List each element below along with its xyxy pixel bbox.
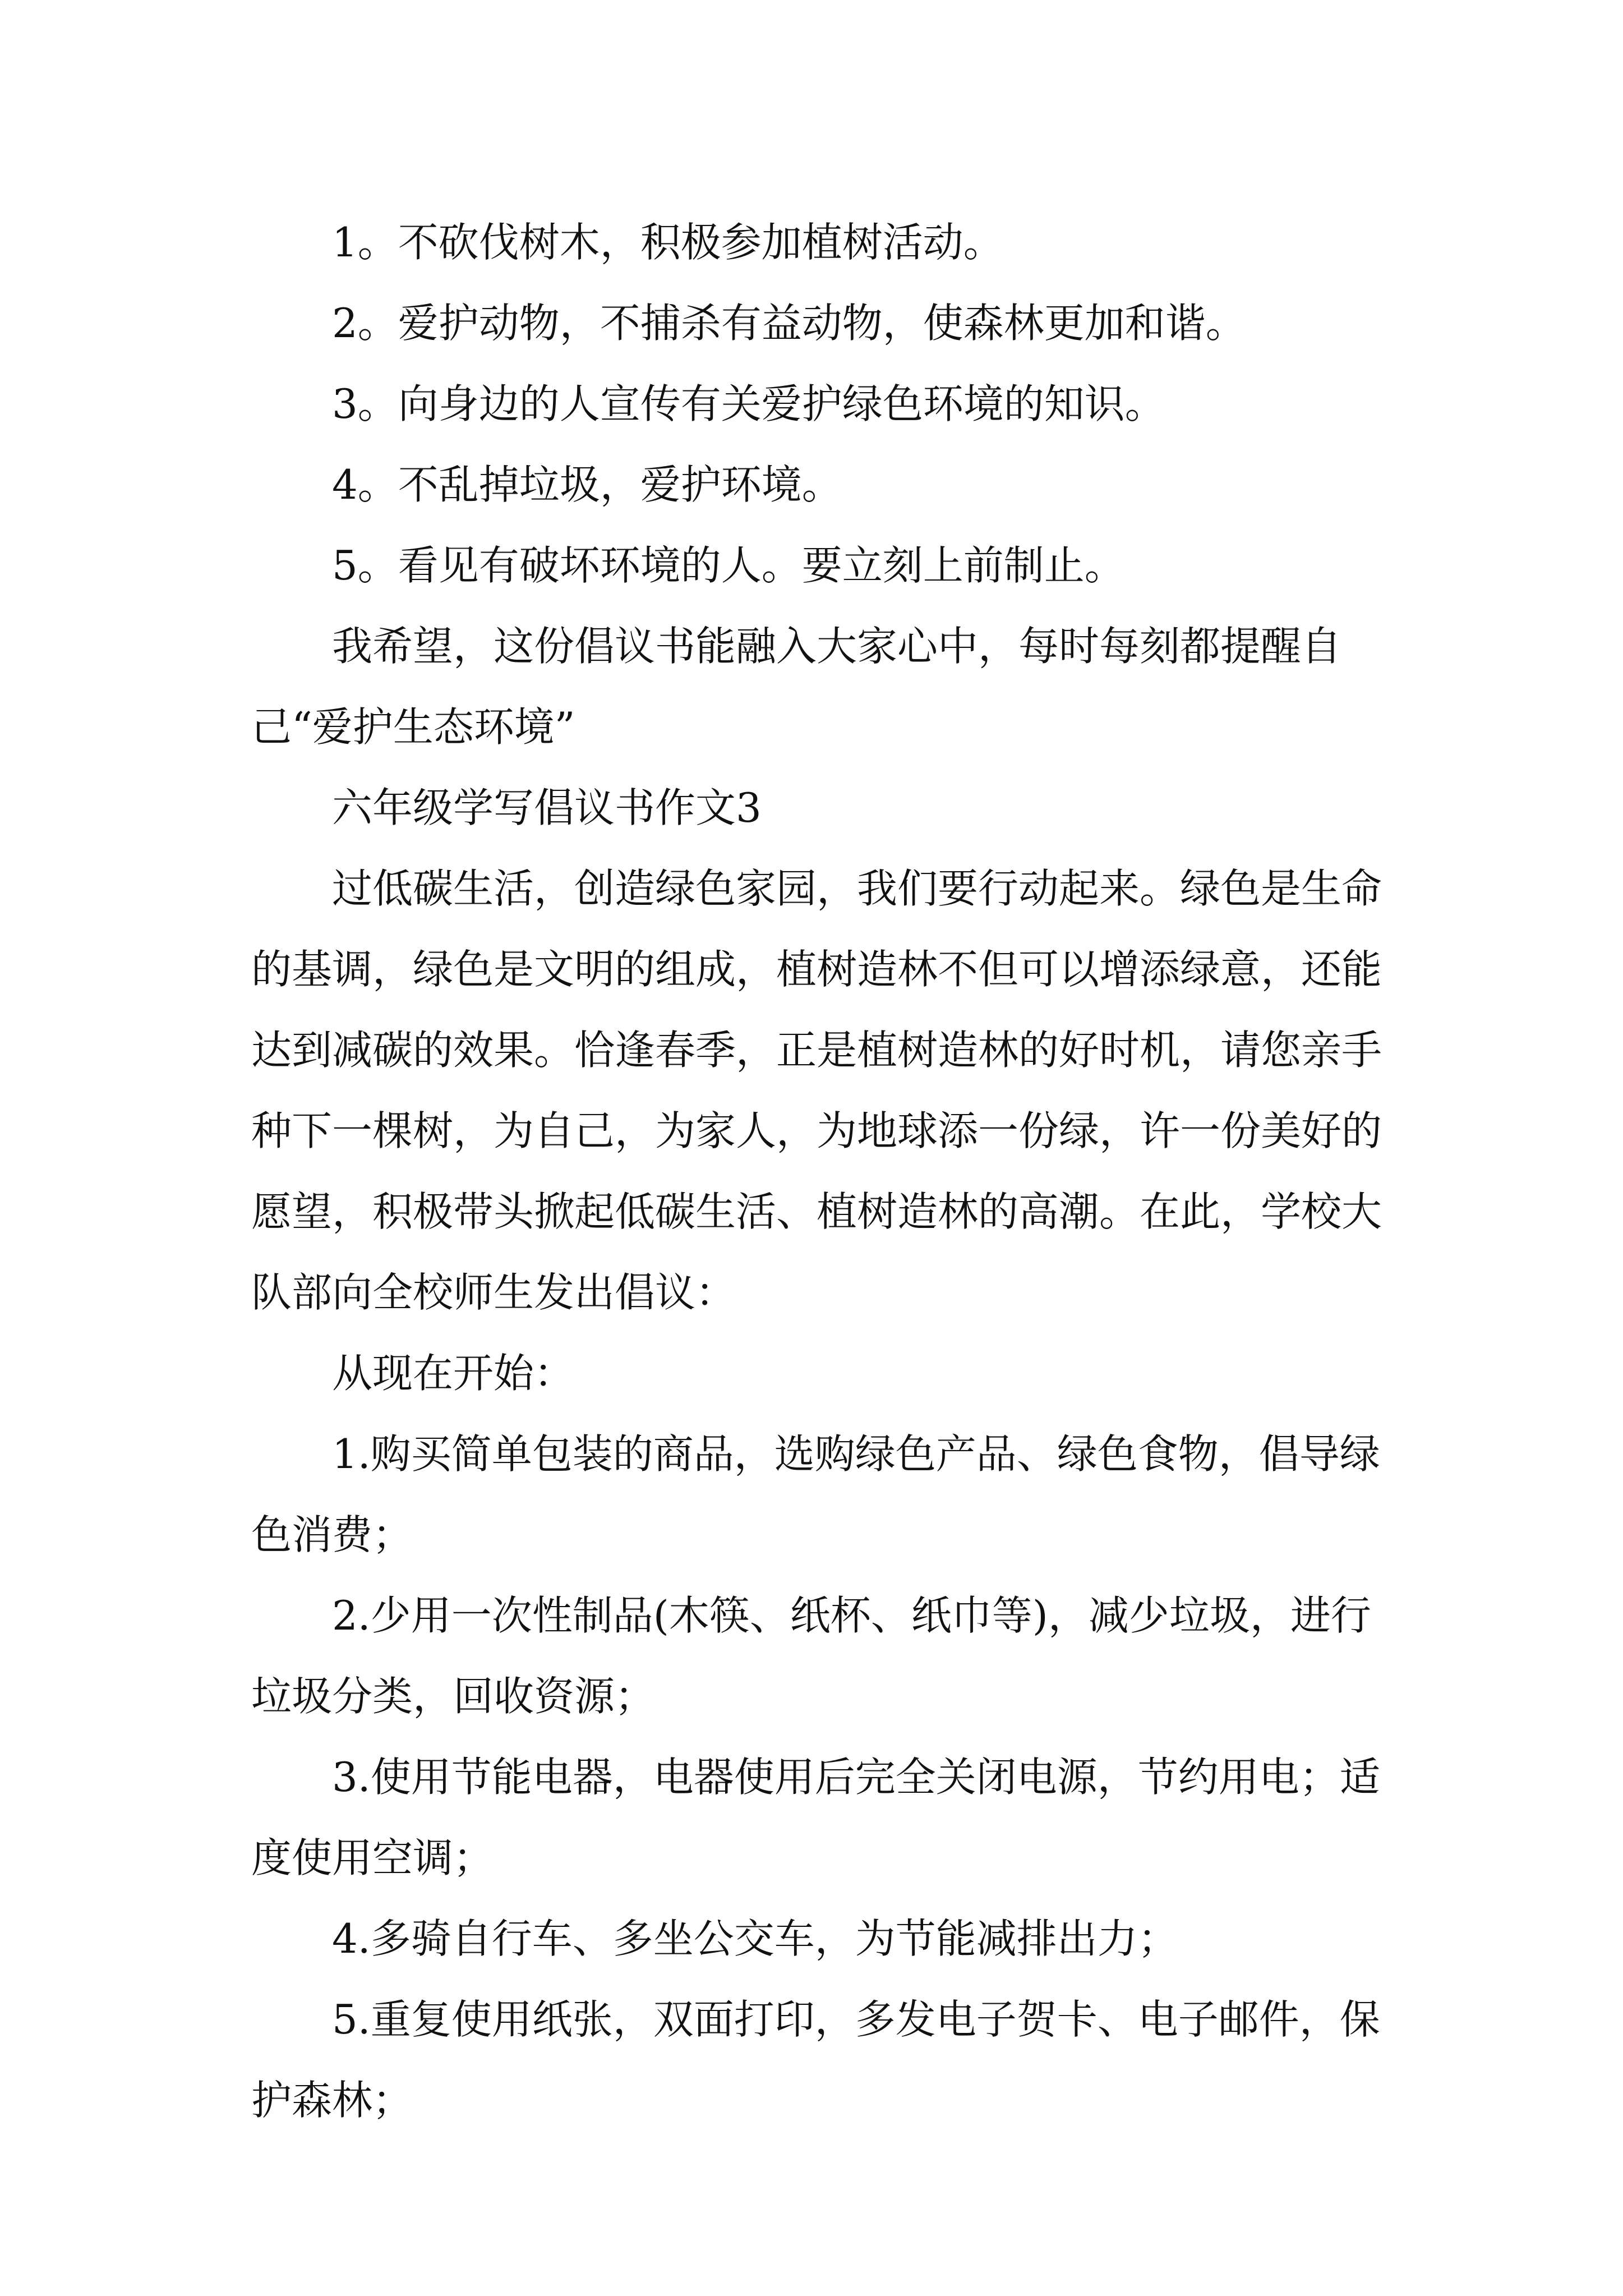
list-item-stop-damage: 5。看见有破坏环境的人。要立刻上前制止。 (332, 542, 1125, 589)
section-heading: 六年级学写倡议书作文3 (332, 784, 762, 831)
intro-paragraph: 过低碳生活，创造绿色家园，我们要行动起来。绿色是生命的基调，绿色是文明的组成，植树造林不但可以增添绿意，还能达到减碳的效果。恰逢春季，正是植树造林的好时机，请您亲手种下一棵树，为自己，为家人，为地球添一份绿，许一份美好的愿望，积极带头掀起低碳生活、植树造林的高潮。在此，学校大队部向全校师生发出倡议： (251, 865, 1382, 1316)
list-item-no-logging: 1。不砍伐树木，积极参加植树活动。 (332, 219, 1004, 266)
list-item-green-shopping: 1.购买简单包装的商品，选购绿色产品、绿色食物，倡导绿色消费； (251, 1430, 1380, 1558)
list-item-reuse-paper: 5.重复使用纸张，双面打印，多发电子贺卡、电子邮件，保护森林； (251, 1996, 1380, 2124)
closing-paragraph: 我希望，这份倡议书能融入大家心中，每时每刻都提醒自己“爱护生态环境” (251, 623, 1342, 751)
list-item-promote-knowledge: 3。向身边的人宣传有关爱护绿色环境的知识。 (332, 380, 1165, 427)
document-body (251, 202, 1407, 2141)
list-item-no-littering: 4。不乱掉垃圾，爱护环境。 (332, 461, 842, 508)
list-item-green-transport: 4.多骑自行车、多坐公交车，为节能减排出力； (332, 1915, 1178, 1962)
start-now-line: 从现在开始： (332, 1350, 575, 1397)
list-item-reduce-disposables: 2.少用一次性制品(木筷、纸杯、纸巾等)，减少垃圾，进行垃圾分类，回收资源； (251, 1592, 1371, 1720)
list-item-protect-animals: 2。爱护动物，不捕杀有益动物，使森林更加和谐。 (332, 300, 1246, 347)
list-item-save-electricity: 3.使用节能电器，电器使用后完全关闭电源，节约用电；适度使用空调； (251, 1754, 1380, 1881)
